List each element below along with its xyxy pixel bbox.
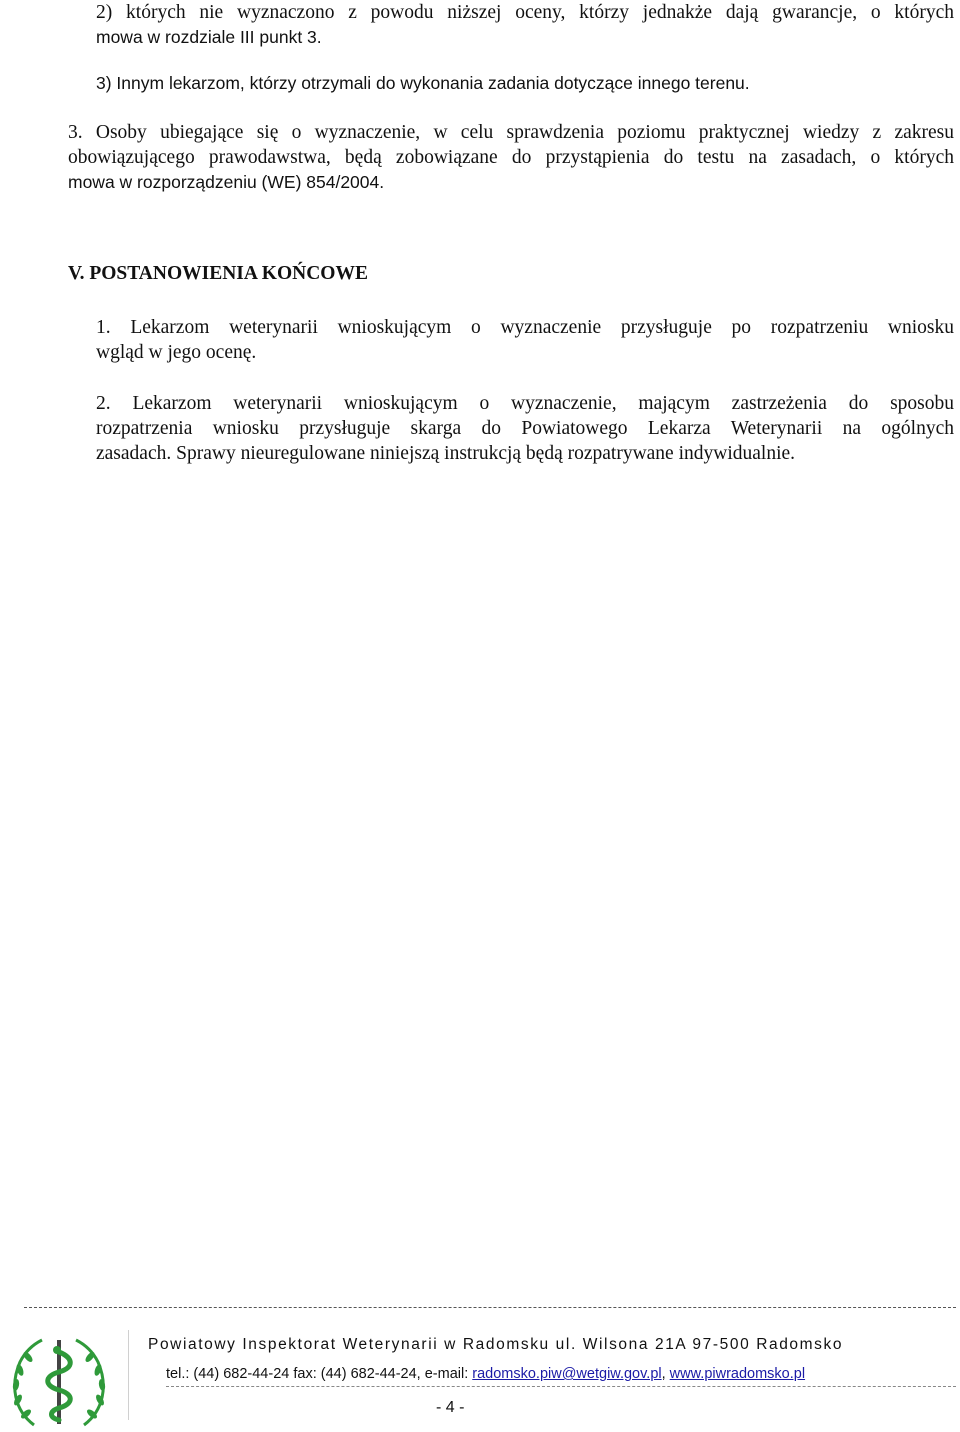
footer-organization: Powiatowy Inspektorat Weterynarii w Radomsku ul. Wilsona 21A 97-500 Radomsko (148, 1336, 844, 1353)
section-3-line-1: 3. Osoby ubiegające się o wyznaczenie, w celu sprawdzenia poziomu praktycznej wiedzy z zakresu (68, 122, 954, 143)
list-item-2-line-1: 2) których nie wyznaczono z powodu niższej oceny, którzy jednakże dają gwarancje, o których (96, 2, 954, 23)
footer-separator (128, 1330, 129, 1420)
footer-divider (24, 1307, 956, 1308)
final-provision-2-line-1: 2. Lekarzom weterynarii wnioskującym o wyznaczenie, mającym zastrzeżenia do sposobu (96, 393, 954, 414)
section-3-paragraph (68, 120, 954, 195)
section-3-line-3: mowa w rozporządzeniu (WE) 854/2004. (68, 172, 385, 192)
footer-contact (166, 1366, 805, 1382)
list-item-3 (96, 71, 954, 96)
list-item-2-line-2: mowa w rozdziale III punkt 3. (96, 27, 322, 47)
footer-contact-divider (166, 1386, 956, 1387)
final-provision-1 (96, 315, 954, 365)
final-provision-2 (96, 391, 954, 466)
veterinary-inspection-logo-icon (4, 1330, 114, 1432)
footer-email-link[interactable]: radomsko.piw@wetgiw.gov.pl (472, 1366, 662, 1382)
list-item-2 (96, 0, 954, 50)
final-provision-2-line-3: zasadach. Sprawy nieuregulowane niniejszą instrukcją będą rozpatrywane indywidualnie. (96, 443, 796, 464)
footer-contact-separator: , (661, 1366, 670, 1382)
section-heading: V. POSTANOWIENIA KOŃCOWE (68, 263, 368, 284)
footer-website-link[interactable]: www.piwradomsko.pl (669, 1366, 806, 1382)
final-provision-2-line-2: rozpatrzenia wniosku przysługuje skarga do Powiatowego Lekarza Weterynarii na ogólnych (96, 418, 954, 439)
section-3-line-2: obowiązującego prawodawstwa, będą zobowiązane do przystąpienia do testu na zasadach, o których (68, 147, 954, 168)
page-number: - 4 - (436, 1399, 465, 1416)
final-provision-1-line-2: wgląd w jego ocenę. (96, 342, 257, 363)
footer-contact-prefix: tel.: (44) 682-44-24 fax: (44) 682-44-24, e-mail: (166, 1366, 473, 1382)
list-item-3-line-1: 3) Innym lekarzom, którzy otrzymali do wykonania zadania dotyczące innego terenu. (96, 73, 750, 93)
final-provision-1-line-1: 1. Lekarzom weterynarii wnioskującym o wyznaczenie przysługuje po rozpatrzeniu wniosku (96, 317, 954, 338)
